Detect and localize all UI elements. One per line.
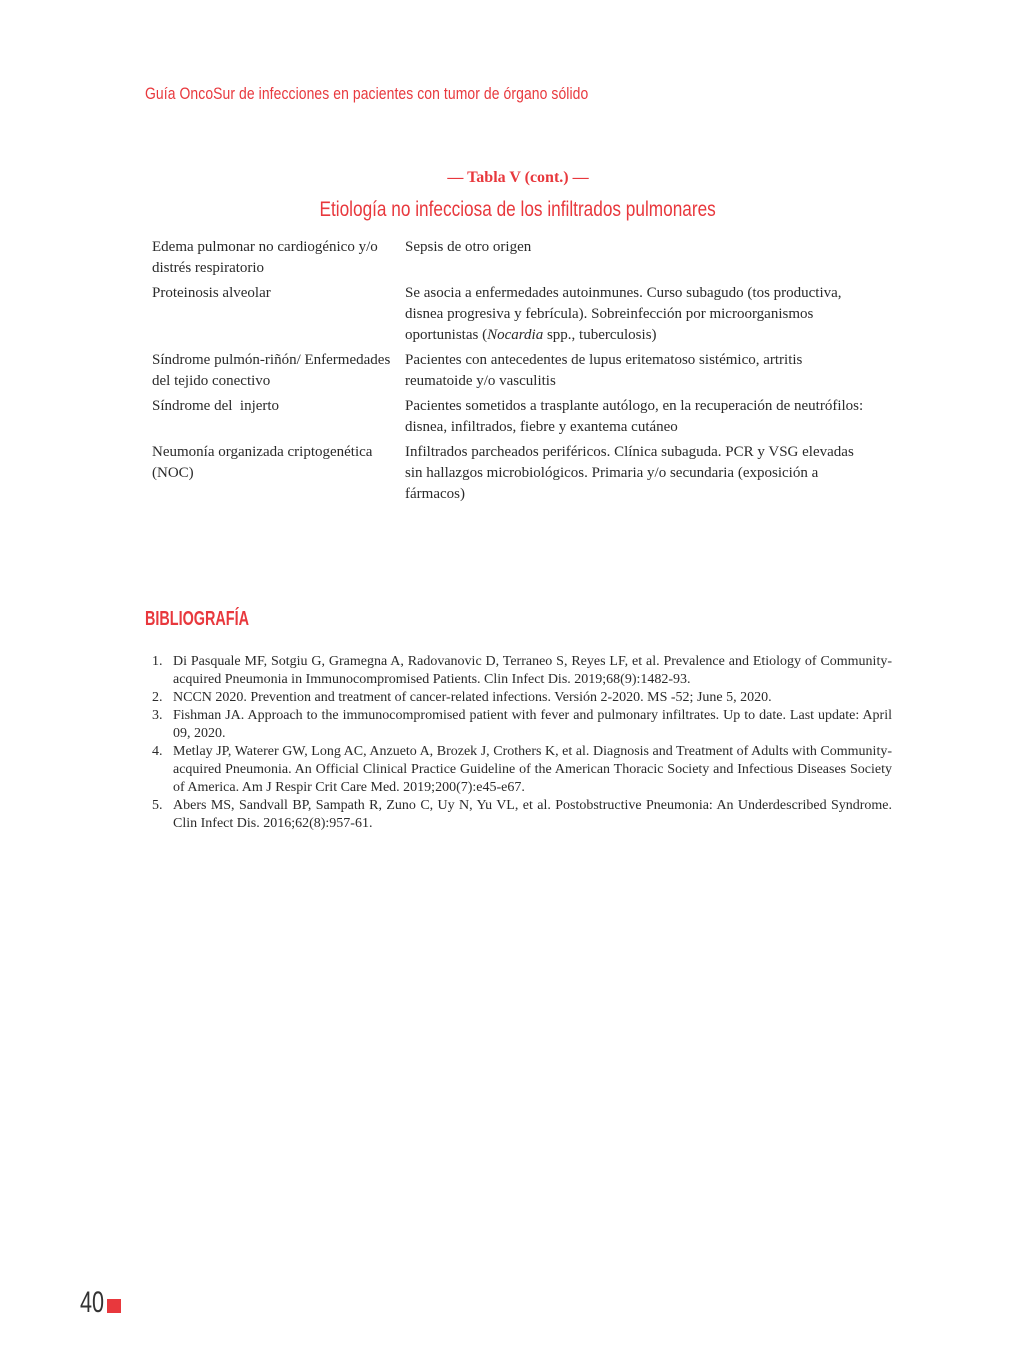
table-label: — Tabla V (cont.) — [447,169,589,186]
description-cell [405,283,865,346]
reference-number: 2. [152,690,163,705]
cause-cell: Síndrome del injerto [152,398,280,414]
etiology-table [152,237,872,509]
reference-item [152,653,892,689]
reference-item [152,689,892,707]
description-text-after: spp., tuberculosis) [543,327,657,343]
table-row [152,350,872,392]
reference-number: 4. [152,744,163,759]
reference-number: 1. [152,654,163,669]
page-marker-square-icon [107,1299,121,1313]
reference-item [152,797,892,833]
description-cell: Pacientes sometidos a trasplante autólogo, en la recuperación de neutrófilos: disnea, infiltrados, fiebre y exantema cutáneo [405,398,864,435]
cause-cell: Edema pulmonar no cardiogénico y/o distrés respiratorio [152,239,378,276]
reference-number: 5. [152,798,163,813]
cause-cell: Neumonía organizada criptogenética (NOC) [152,444,373,481]
reference-text: NCCN 2020. Prevention and treatment of cancer-related infections. Versión 2-2020. MS -52; June 5, 2020. [173,690,772,705]
reference-text: Abers MS, Sandvall BP, Sampath R, Zuno C, Uy N, Yu VL, et al. Postobstructive Pneumonia: An Underdescribed Syndrome. Clin Infect Dis. 2016;62(8):957-61. [173,798,892,831]
reference-item [152,707,892,743]
table-title-text: Etiología no infecciosa de los infiltrados pulmonares [319,198,717,221]
reference-text: Metlay JP, Waterer GW, Long AC, Anzueto A, Brozek J, Crothers K, et al. Diagnosis and Treatment of Adults with Community-acquired Pneumonia. An Official Clinical Practice Guideline of the American Thoracic Society and Infectious Diseases Society of America. Am J Respir Crit Care Med. 2019;200(7):e45-e67. [173,744,892,795]
reference-number: 3. [152,708,163,723]
description-cell: Sepsis de otro origen [405,239,532,255]
table-title [0,198,1012,222]
table-row [152,442,872,505]
description-cell: Pacientes con antecedentes de lupus eritematoso sistémico, artritis reumatoide y/o vasculitis [405,352,803,389]
running-header: Guía OncoSur de infecciones en pacientes con tumor de órgano sólido [145,84,589,103]
cause-cell: Síndrome pulmón-riñón/ Enfermedades del tejido conectivo [152,352,391,389]
table-row [152,396,872,438]
page-number: 40 [80,1286,105,1319]
bibliography-heading: BIBLIOGRAFÍA [145,608,249,630]
description-cell: Infiltrados parcheados periféricos. Clínica subaguda. PCR y VSG elevadas sin hallazgos microbiológicos. Primaria y/o secundaria (exposición a fármacos) [405,444,854,502]
reference-item [152,743,892,797]
reference-list [152,653,892,833]
reference-text: Fishman JA. Approach to the immunocompromised patient with fever and pulmonary infiltrates. Up to date. Last update: April 09, 2020. [173,708,892,741]
table-row [152,283,872,346]
cause-cell: Proteinosis alveolar [152,285,271,301]
description-text: Se asocia a enfermedades autoinmunes. Curso subagudo (tos productiva, disnea progresiva y febrícula). Sobreinfección por microorganismos oportunistas ( [405,285,842,343]
table-row [152,237,872,279]
description-italic: Nocardia [487,327,544,343]
reference-text: Di Pasquale MF, Sotgiu G, Gramegna A, Radovanovic D, Terraneo S, Reyes LF, et al. Prevalence and Etiology of Community-acquired Pneumonia in Immunocompromised Patients. Clin Infect Dis. 2019;68(9):1482-93. [173,654,892,687]
